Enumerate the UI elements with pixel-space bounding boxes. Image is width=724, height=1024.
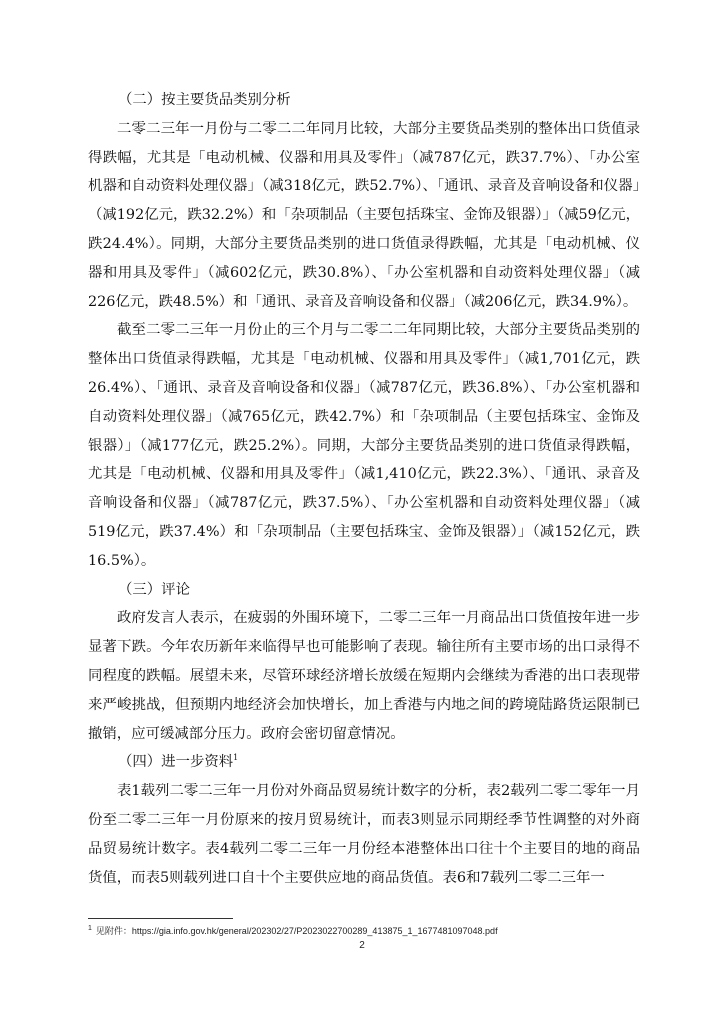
footnote-mark: 1	[88, 925, 92, 932]
section-2-paragraph-1: 二零二三年一月份与二零二二年同月比较，大部分主要货品类别的整体出口货值录得跌幅，尤其是「电动机械、仪器和用具及零件」（减787亿元，跌37.7%）、「办公室机器和自动资料处理仪器」（减318亿元，跌52.7%）、「通讯、录音及音响设备和仪器」（减192亿元，跌32.2%）和「杂项制品（主要包括珠宝、金饰及银器）」（减59亿元，跌24.4%）。同期，大部分主要货品类别的进口货值录得跌幅，尤其是「电动机械、仪器和用具及零件」（减602亿元，跌30.8%）、「办公室机器和自动资料处理仪器」（减226亿元，跌48.5%）和「通讯、录音及音响设备和仪器」（减206亿元，跌34.9%）。	[88, 120, 640, 310]
section-4-heading	[88, 748, 640, 777]
footnote	[88, 924, 648, 938]
footnote-divider	[88, 918, 233, 919]
section-4-paragraph-1: 表1载列二零二三年一月份对外商品贸易统计数字的分析，表2载列二零二零年一月份至二零二三年一月份原来的按月贸易统计，而表3则显示同期经季节性调整的对外商品贸易统计数字。表4载列二零二三年一月份经本港整体出口往十个主要目的地的商品货值，而表5则载列进口自十个主要供应地的商品货值。表6和7载列二零二三年一	[88, 783, 640, 886]
section-4-heading-text: （四）进一步资料	[118, 754, 234, 771]
section-3-paragraph-1: 政府发言人表示，在疲弱的外围环境下，二零二三年一月商品出口货值按年进一步显著下跌。今年农历新年来临得早也可能影响了表现。输往所有主要市场的出口录得不同程度的跌幅。展望未来，尽管环球经济增长放缓在短期内会继续为香港的出口表现带来严峻挑战，但预期内地经济会加快增长，加上香港与内地之间的跨境陆路货运限制已撤销，应可缓减部分压力。政府会密切留意情况。	[88, 610, 640, 742]
body-text	[88, 86, 640, 892]
page-number: 2	[359, 940, 365, 951]
footnote-reference[interactable]: 1	[233, 753, 239, 763]
section-2-paragraph-2: 截至二零二三年一月份止的三个月与二零二二年同期比较，大部分主要货品类别的整体出口货值录得跌幅，尤其是「电动机械、仪器和用具及零件」（减1,701亿元，跌26.4%）、「通讯、录音及音响设备和仪器」（减787亿元，跌36.8%）、「办公室机器和自动资料处理仪器」（减765亿元，跌42.7%）和「杂项制品（主要包括珠宝、金饰及银器）」（减177亿元，跌25.2%）。同期，大部分主要货品类别的进口货值录得跌幅，尤其是「电动机械、仪器和用具及零件」（减1,410亿元，跌22.3%）、「通讯、录音及音响设备和仪器」（减787亿元，跌37.5%）、「办公室机器和自动资料处理仪器」（减519亿元，跌37.4%）和「杂项制品（主要包括珠宝、金饰及银器）」（减152亿元，跌16.5%）。	[88, 322, 640, 569]
section-2-heading: （二）按主要货品类别分析	[118, 92, 291, 108]
footnote-link[interactable]: 见附件：https://gia.info.gov.hk/general/202302/27/P2023022700289_413875_1_1677481097048.pdf	[95, 926, 498, 936]
section-3-heading: （三）评论	[118, 581, 190, 598]
